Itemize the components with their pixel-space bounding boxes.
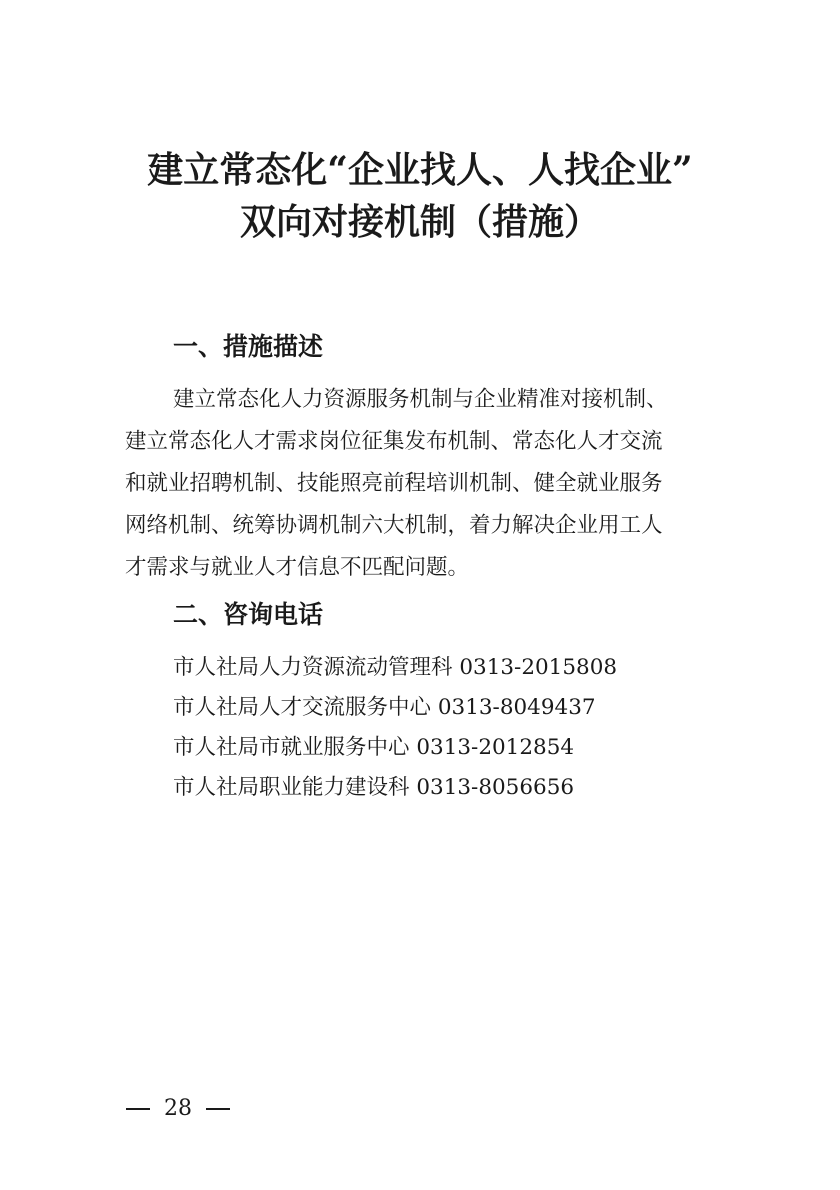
section-heading-measures: 一、措施描述 bbox=[173, 332, 324, 361]
page-number: 28 bbox=[164, 1096, 192, 1121]
section-heading-contact: 二、咨询电话 bbox=[173, 600, 324, 629]
document-title-line-1: 建立常态化“企业找人、人找企业” bbox=[147, 149, 693, 191]
page-footer bbox=[126, 1094, 230, 1124]
contact-item: 市人社局市就业服务中心 0313-2012854 bbox=[173, 735, 575, 760]
document-title-line-2: 双向对接机制（措施） bbox=[239, 201, 600, 243]
footer-dash-right bbox=[206, 1108, 230, 1110]
paragraph-line: 建立常态化人力资源服务机制与企业精准对接机制、 bbox=[173, 387, 668, 412]
contact-item: 市人社局职业能力建设科 0313-8056656 bbox=[173, 775, 575, 800]
measures-paragraph bbox=[125, 379, 715, 589]
contact-item: 市人社局人力资源流动管理科 0313-2015808 bbox=[173, 655, 618, 680]
footer-dash-left bbox=[126, 1108, 150, 1110]
paragraph-line: 和就业招聘机制、技能照亮前程培训机制、健全就业服务 bbox=[125, 471, 663, 496]
paragraph-line: 建立常态化人才需求岗位征集发布机制、常态化人才交流 bbox=[125, 429, 663, 454]
paragraph-line: 才需求与就业人才信息不匹配问题。 bbox=[125, 555, 470, 580]
contact-item: 市人社局人才交流服务中心 0313-8049437 bbox=[173, 695, 596, 720]
paragraph-line: 网络机制、统筹协调机制六大机制，着力解决企业用工人 bbox=[125, 513, 663, 538]
contact-list bbox=[173, 648, 617, 808]
